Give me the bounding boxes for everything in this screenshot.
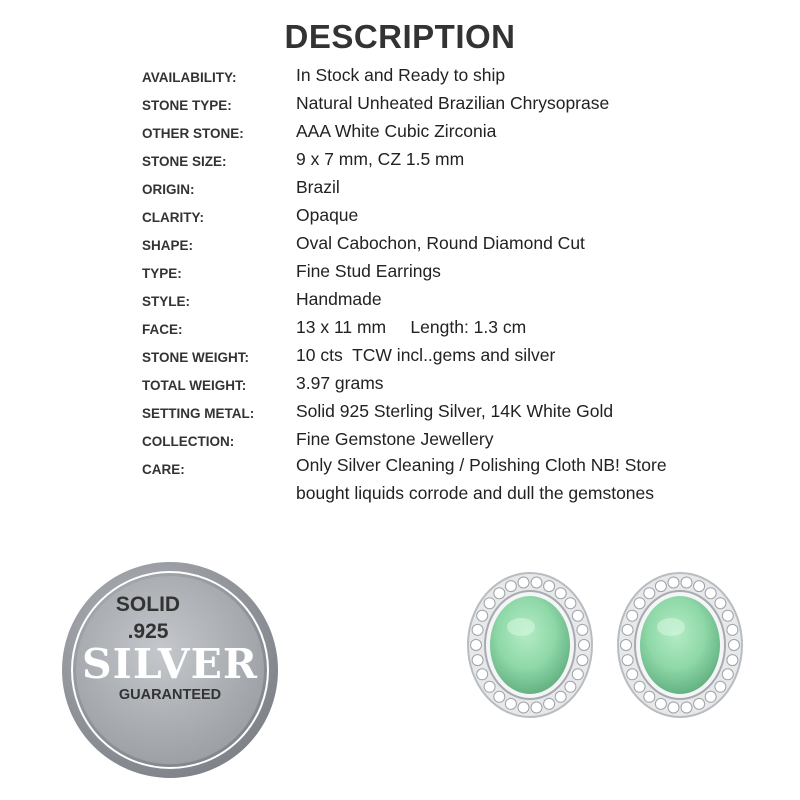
cz-stone [531, 577, 542, 588]
spec-label: STONE TYPE: [142, 98, 232, 113]
spec-value: 9 x 7 mm, CZ 1.5 mm [296, 149, 465, 169]
cz-stone [477, 610, 488, 621]
cz-stone [622, 624, 633, 635]
spec-label: COLLECTION: [142, 434, 235, 449]
cz-stone [644, 691, 655, 702]
spec-value: Handmade [296, 289, 382, 309]
spec-label: OTHER STONE: [142, 126, 244, 141]
cz-stone [621, 640, 632, 651]
spec-value: 13 x 11 mm Length: 1.3 cm [296, 317, 527, 337]
badge-metal-text: SILVER [82, 640, 258, 688]
cz-stone [505, 698, 516, 709]
cz-stone [579, 640, 590, 651]
cz-stone [722, 669, 733, 680]
spec-label: SHAPE: [142, 238, 194, 253]
cz-stone [694, 698, 705, 709]
cz-stone [572, 669, 583, 680]
spec-label: CARE: [142, 462, 185, 477]
cz-stone [544, 698, 555, 709]
spec-label: TOTAL WEIGHT: [142, 378, 247, 393]
cz-stone [705, 588, 716, 599]
cz-stone [644, 588, 655, 599]
cz-stone [484, 598, 495, 609]
cz-stone [622, 655, 633, 666]
earrings-product-image [455, 565, 755, 725]
spec-value: Brazil [296, 177, 340, 197]
cz-stone [544, 581, 555, 592]
right-earring [618, 573, 742, 717]
cz-stone [477, 669, 488, 680]
cz-stone [715, 598, 726, 609]
spec-value: AAA White Cubic Zirconia [296, 121, 497, 141]
cz-stone [627, 669, 638, 680]
cz-stone [494, 588, 505, 599]
cz-stone [634, 681, 645, 692]
cz-stone [668, 702, 679, 713]
cz-stone [729, 640, 740, 651]
cz-stone [694, 581, 705, 592]
spec-value: Oval Cabochon, Round Diamond Cut [296, 233, 585, 253]
cz-stone [472, 655, 483, 666]
spec-label: STYLE: [142, 294, 191, 309]
spec-label: TYPE: [142, 266, 182, 281]
cz-stone [634, 598, 645, 609]
spec-label: AVAILABILITY: [142, 70, 237, 85]
cz-stone [668, 577, 679, 588]
spec-value: Only Silver Cleaning / Polishing Cloth NB! Store bought liquids corrode and dull the gemstones [296, 455, 667, 503]
cz-stone [722, 610, 733, 621]
spec-value: Solid 925 Sterling Silver, 14K White Gold [296, 401, 614, 421]
cz-stone [555, 691, 566, 702]
spec-value: In Stock and Ready to ship [296, 65, 506, 85]
left-earring [468, 573, 592, 717]
cz-stone [577, 655, 588, 666]
cz-stone [727, 624, 738, 635]
cz-stone [572, 610, 583, 621]
cz-stone [565, 681, 576, 692]
spec-value: Fine Stud Earrings [296, 261, 441, 281]
badge-solid-text: SOLID [115, 593, 181, 616]
badge-purity-text: .925 [127, 620, 169, 643]
spec-label: STONE SIZE: [142, 154, 227, 169]
spec-value: 10 cts TCW incl..gems and silver [296, 345, 556, 365]
spec-label: STONE WEIGHT: [142, 350, 250, 365]
spec-label: ORIGIN: [142, 182, 195, 197]
page-title: DESCRIPTION [284, 18, 516, 55]
cz-stone [681, 702, 692, 713]
silver-guarantee-badge [60, 560, 280, 780]
cz-stone [505, 581, 516, 592]
badge-guarantee-text: GUARANTEED [118, 687, 222, 703]
cz-stone [681, 577, 692, 588]
spec-value: Natural Unheated Brazilian Chrysoprase [296, 93, 610, 113]
spec-value: Fine Gemstone Jewellery [296, 429, 494, 449]
spec-value: 3.97 grams [296, 373, 384, 393]
cz-stone [494, 691, 505, 702]
cz-stone [705, 691, 716, 702]
cz-stone [627, 610, 638, 621]
cz-stone [471, 640, 482, 651]
cz-stone [715, 681, 726, 692]
cz-stone [531, 702, 542, 713]
spec-label: CLARITY: [142, 210, 204, 225]
cz-stone [555, 588, 566, 599]
cz-stone [484, 681, 495, 692]
cz-stone [518, 702, 529, 713]
cz-stone [655, 581, 666, 592]
spec-value: Opaque [296, 205, 359, 225]
cz-stone [565, 598, 576, 609]
cz-stone [518, 577, 529, 588]
spec-label: SETTING METAL: [142, 406, 255, 421]
cz-stone [577, 624, 588, 635]
cz-stone [472, 624, 483, 635]
spec-label: FACE: [142, 322, 183, 337]
cz-stone [655, 698, 666, 709]
cz-stone [727, 655, 738, 666]
